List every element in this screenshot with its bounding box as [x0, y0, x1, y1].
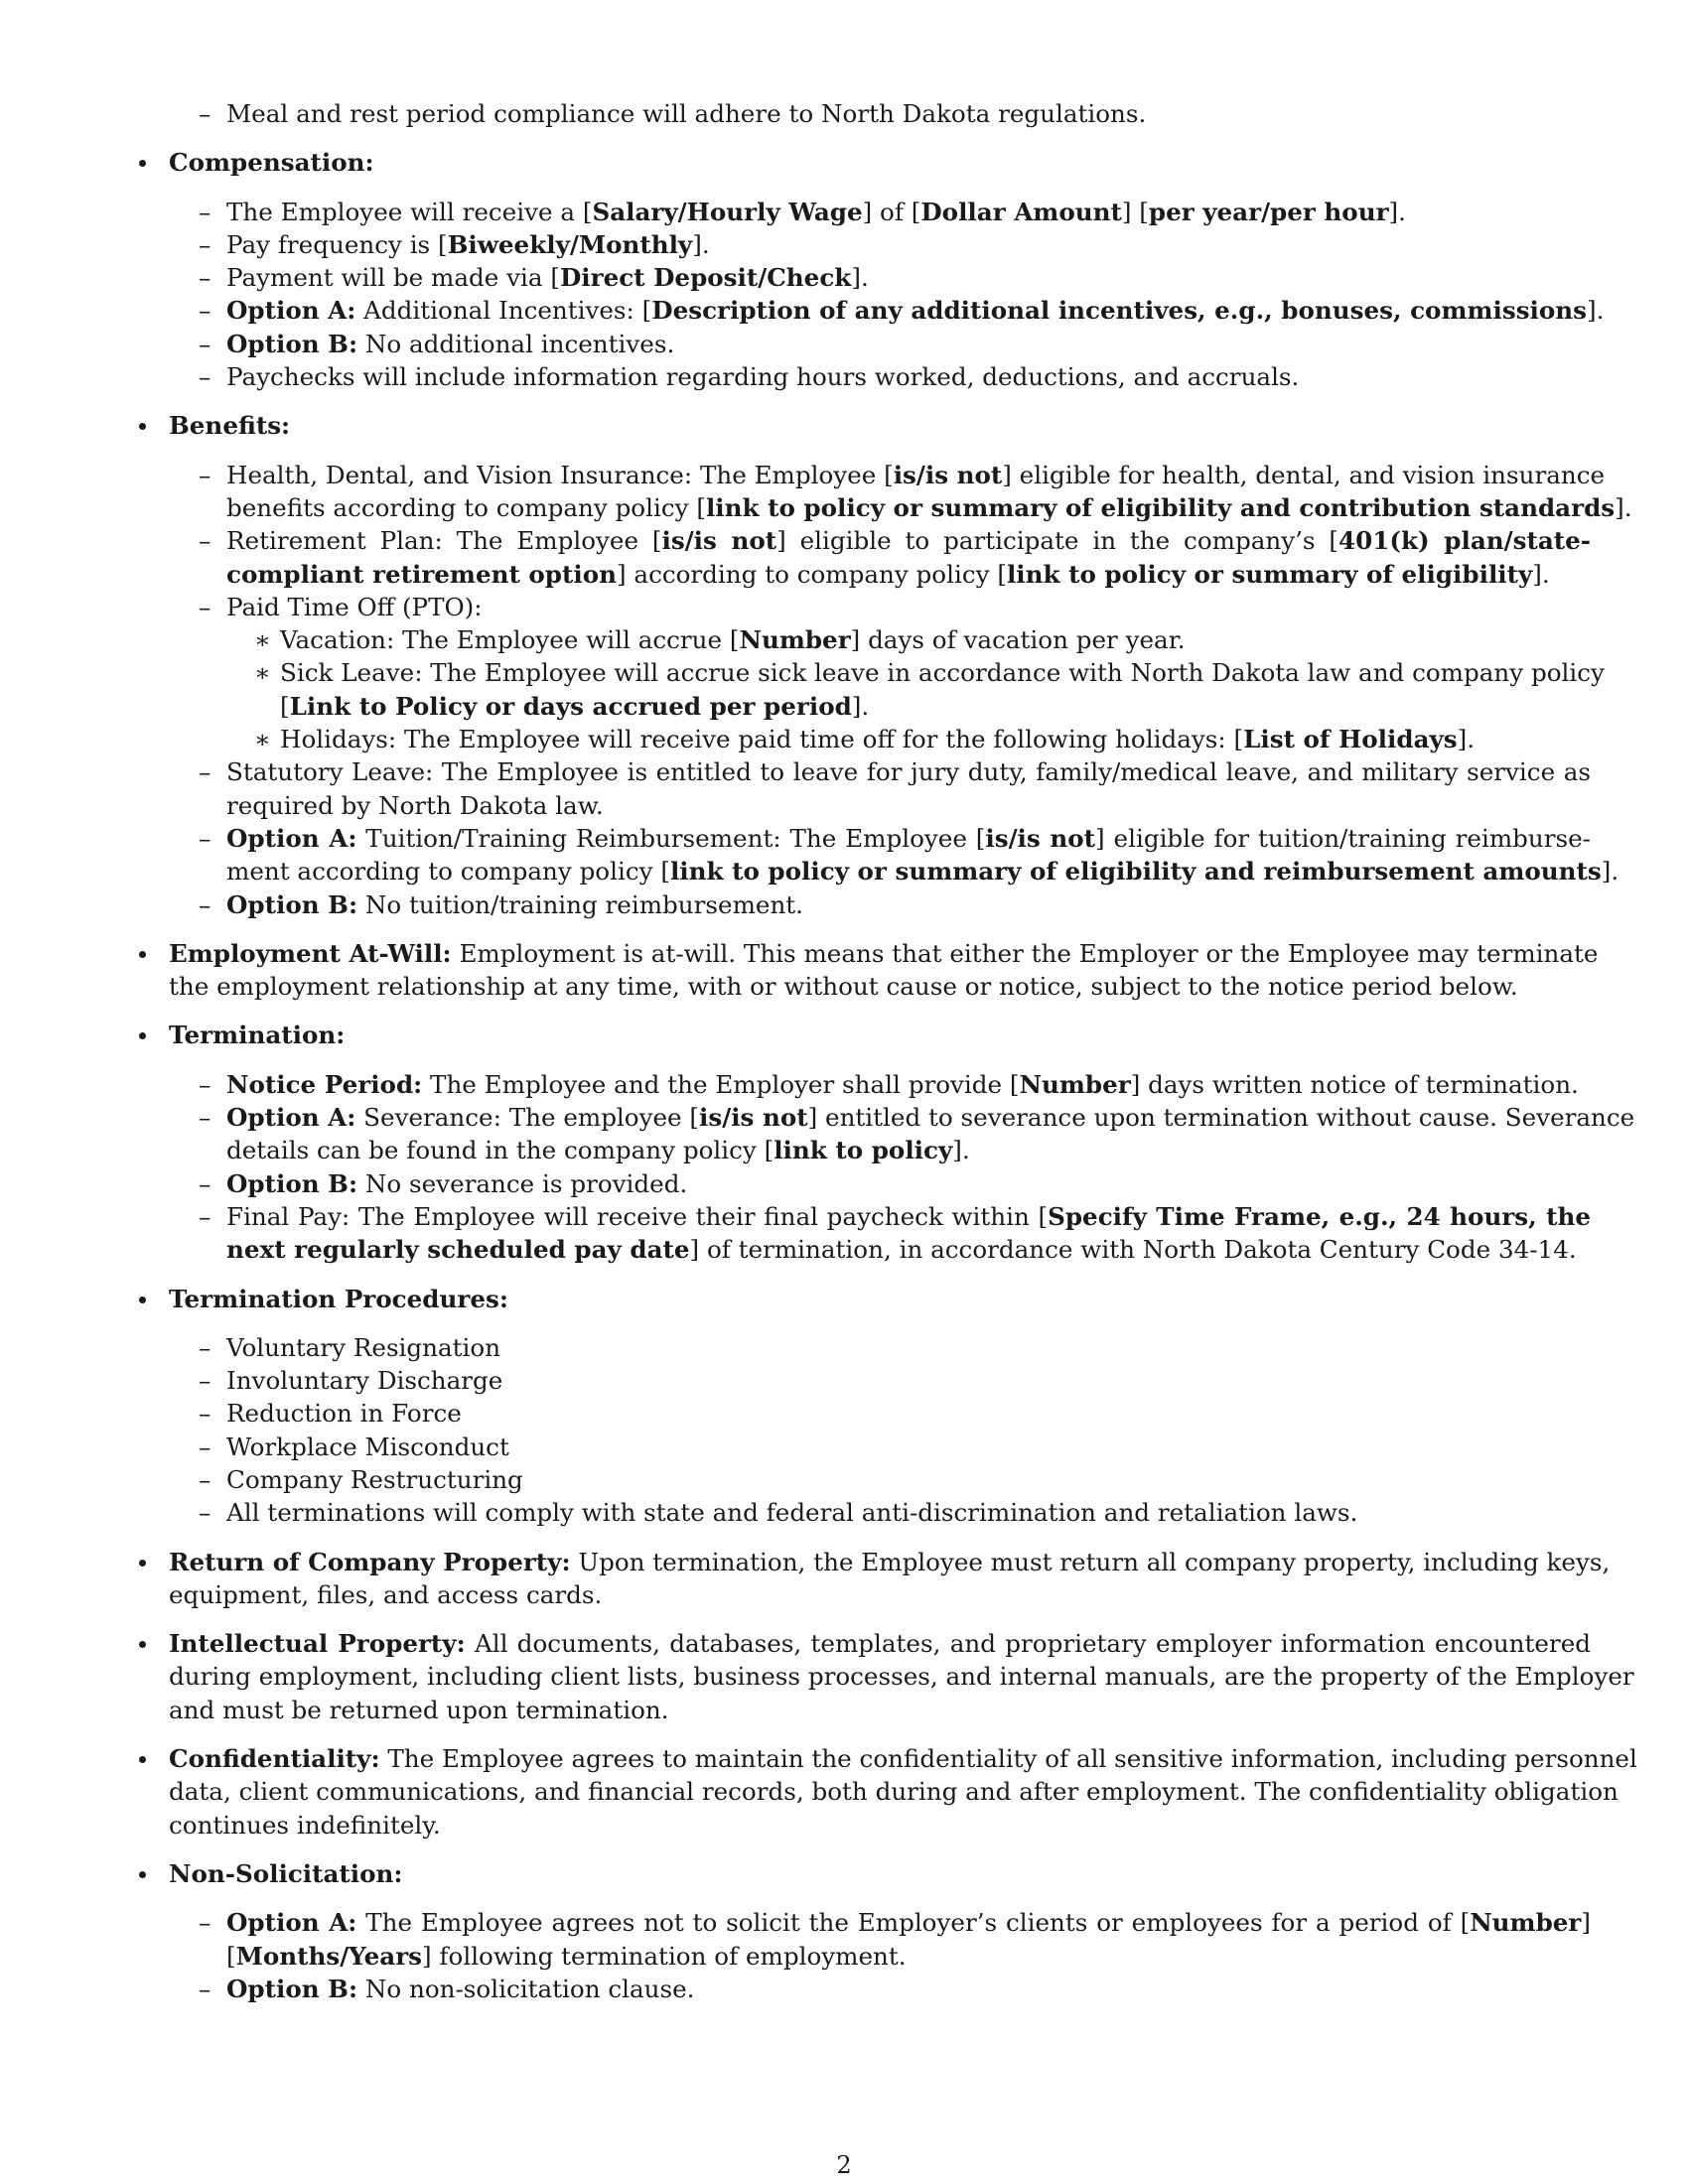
text-line-l49: [131, 1906, 1591, 1939]
text: ] eligible for health, dental, and vision insurance: [1002, 460, 1606, 489]
text-line-l35: [131, 1364, 1591, 1397]
text: and must be returned upon termination.: [169, 1695, 669, 1724]
text-line-l19: [131, 755, 1591, 788]
text-line-l03: [131, 196, 1591, 228]
bold-text: Intellectual Property:: [169, 1629, 466, 1659]
text-line-l32: [131, 1233, 1591, 1266]
text-line-l33: [131, 1283, 1591, 1315]
text-line-l48: [131, 1857, 1591, 1890]
text: Employment is at-will. This means that either the Employer or the Employee may terminate: [451, 938, 1599, 968]
text-line-l30: [131, 1167, 1591, 1200]
text-line-l42: [131, 1627, 1591, 1660]
text-line-l12: [131, 524, 1591, 557]
text-line-l11: [131, 491, 1632, 524]
text: The Employee and the Employer shall provide [: [422, 1069, 1020, 1099]
text-line-l07: [131, 328, 1591, 360]
text: required by North Dakota law.: [226, 790, 604, 820]
bold-text: Biweekly/Monthly: [447, 229, 693, 259]
text-line-l41: [131, 1578, 1591, 1611]
text: Meal and rest period compliance will adhere to North Dakota regulations.: [226, 99, 1147, 128]
text: Company Restructuring: [226, 1464, 523, 1494]
text: All documents, databases, templates, and proprietary employer information encountered: [465, 1629, 1591, 1659]
text-line-l43: [131, 1660, 1634, 1693]
text: ].: [1601, 857, 1619, 887]
bold-text: Benefits:: [169, 411, 291, 441]
bold-text: Confidentiality:: [169, 1744, 380, 1774]
text: ] days of vacation per year.: [850, 625, 1186, 655]
bold-text: next regularly scheduled pay date: [226, 1235, 690, 1265]
text-line-l05: [131, 261, 1591, 294]
bold-text: Compensation:: [169, 148, 374, 178]
text-line-l21: [131, 822, 1591, 855]
text: ].: [1615, 492, 1632, 522]
bold-text: is/is not: [661, 526, 777, 556]
text-line-l39: [131, 1496, 1591, 1529]
text-line-l01: [131, 97, 1591, 130]
bold-text: Option A:: [226, 1908, 357, 1938]
text: Payment will be made via [: [226, 263, 560, 293]
text: details can be found in the company policy [: [226, 1136, 774, 1165]
bold-text: 401(k) plan/state-: [1338, 526, 1591, 556]
bold-text: link to policy: [774, 1136, 953, 1165]
bold-text: is/is not: [985, 823, 1096, 853]
text: Final Pay: The Employee will receive their final paycheck within [: [226, 1201, 1049, 1231]
bold-text: Description of any additional incentives, e.g., bonuses, commissions: [651, 296, 1588, 326]
text-line-l20: [131, 789, 1591, 822]
text: Involuntary Discharge: [226, 1366, 503, 1396]
text: ].: [1388, 197, 1406, 226]
text-line-l29: [131, 1134, 1591, 1166]
text: No severance is provided.: [357, 1168, 688, 1198]
text-line-l13: [131, 558, 1591, 591]
text-line-l44: [131, 1694, 1591, 1726]
text: ] following termination of employment.: [422, 1941, 907, 1971]
text: ].: [1457, 725, 1476, 754]
bold-text: Termination Procedures:: [169, 1284, 508, 1313]
text-line-l46: [131, 1775, 1618, 1808]
text-line-l28: [131, 1101, 1635, 1134]
bold-text: Option B:: [226, 1168, 358, 1198]
bold-text: Direct Deposit/Check: [559, 263, 852, 293]
bold-text: Notice Period:: [226, 1069, 423, 1099]
text: Reduction in Force: [226, 1399, 462, 1429]
text-line-l40: [131, 1546, 1611, 1578]
bold-text: Number: [1470, 1908, 1582, 1938]
text-line-l06: [131, 294, 1605, 327]
text: ].: [1587, 296, 1605, 326]
bold-text: link to policy or summary of eligibility and contribution standards: [705, 492, 1616, 522]
bold-text: Months/Years: [235, 1941, 422, 1971]
text: The Employee agrees to maintain the confidentiality of all sensitive information, including personnel: [379, 1744, 1637, 1774]
bold-text: per year/per hour: [1148, 197, 1389, 226]
text: Statutory Leave: The Employee is entitled to leave for jury duty, family/medical leave, and military service as: [226, 757, 1591, 787]
text: ].: [692, 229, 710, 259]
bold-text: Option B:: [226, 1974, 358, 2003]
text: [: [280, 691, 290, 721]
text-line-l34: [131, 1331, 1591, 1364]
text-line-l17: [131, 690, 1591, 723]
text: ] of [: [862, 197, 921, 226]
text-line-l14: [131, 591, 1591, 623]
text: ] entitled to severance upon termination without cause. Severance: [807, 1103, 1635, 1133]
text: Workplace Misconduct: [226, 1432, 509, 1461]
text-line-l25: [131, 970, 1591, 1003]
bold-text: Option A:: [226, 1103, 356, 1133]
text: ].: [1532, 559, 1550, 589]
text: ] according to company policy [: [617, 559, 1007, 589]
text: Upon termination, the Employee must return all company property, including keys,: [570, 1547, 1611, 1576]
text: equipment, files, and access cards.: [169, 1579, 603, 1609]
text: continues indefinitely.: [169, 1810, 441, 1840]
bold-text: Termination:: [169, 1021, 346, 1050]
text-line-l50: [131, 1940, 1591, 1973]
text-line-l37: [131, 1431, 1591, 1463]
text: The Employee will receive a [: [226, 197, 593, 226]
text: ] [: [1121, 197, 1149, 226]
bold-text: is/is not: [893, 460, 1003, 489]
bold-text: link to policy or summary of eligibility and reimbursement amounts: [669, 857, 1602, 887]
bold-text: Number: [1019, 1069, 1131, 1099]
bold-text: List of Holidays: [1243, 725, 1458, 754]
text: Holidays: The Employee will receive paid time off for the following holidays: [: [280, 725, 1244, 754]
text-line-l15: [131, 623, 1591, 656]
text-line-l10: [131, 459, 1606, 491]
text: Vacation: The Employee will accrue [: [280, 625, 740, 655]
text: ] of termination, in accordance with North Dakota Century Code 34-14.: [689, 1235, 1577, 1265]
page-number: 2: [836, 2151, 852, 2179]
document-body: [131, 97, 1637, 2005]
bold-text: Return of Company Property:: [169, 1547, 571, 1576]
text-line-l26: [131, 1019, 1591, 1051]
text: Retirement Plan: The Employee [: [226, 526, 662, 556]
text: Voluntary Resignation: [226, 1332, 501, 1362]
text-line-l45: [131, 1742, 1637, 1775]
bold-text: Option A:: [226, 296, 356, 326]
bold-text: Option A:: [226, 823, 357, 853]
text: Tuition/Training Reimbursement: The Employee [: [356, 823, 986, 853]
text: ]: [1581, 1908, 1591, 1938]
text-line-l24: [131, 937, 1599, 970]
text: ] days written notice of termination.: [1130, 1069, 1579, 1099]
text: All terminations will comply with state and federal anti-discrimination and retaliation laws.: [226, 1498, 1358, 1528]
bold-text: Dollar Amount: [920, 197, 1122, 226]
text: Additional Incentives: [: [355, 296, 652, 326]
text: Pay frequency is [: [226, 229, 448, 259]
bold-text: Option B:: [226, 329, 358, 358]
bold-text: Specify Time Frame, e.g., 24 hours, the: [1048, 1201, 1591, 1231]
text-line-l51: [131, 1973, 1591, 2005]
bold-text: is/is not: [699, 1103, 808, 1133]
text: ] eligible for tuition/training reimburse-: [1095, 823, 1591, 853]
bold-text: Option B:: [226, 889, 358, 919]
text-line-l22: [131, 855, 1619, 887]
text: during employment, including client lists, business processes, and internal manuals, are the property of the Employer: [169, 1662, 1634, 1692]
text: ] eligible to participate in the company’s [: [776, 526, 1339, 556]
text-line-l27: [131, 1068, 1591, 1101]
text: Paychecks will include information regarding hours worked, deductions, and accruals.: [226, 362, 1300, 392]
text: [: [226, 1941, 236, 1971]
text: ment according to company policy [: [226, 857, 670, 887]
text-line-l36: [131, 1397, 1591, 1430]
text: ].: [851, 263, 869, 293]
text-line-l02: [131, 146, 1591, 179]
text-line-l38: [131, 1463, 1591, 1496]
text-line-l47: [131, 1809, 1591, 1842]
text: the employment relationship at any time, with or without cause or notice, subject to the notice period below.: [169, 972, 1518, 1002]
text: benefits according to company policy [: [226, 492, 706, 522]
bold-text: Number: [739, 625, 851, 655]
text: No tuition/training reimbursement.: [357, 889, 803, 919]
text-line-l31: [131, 1200, 1591, 1233]
bold-text: link to policy or summary of eligibility: [1006, 559, 1533, 589]
text-line-l09: [131, 409, 1591, 442]
text-line-l16: [131, 656, 1605, 689]
bold-text: Salary/Hourly Wage: [592, 197, 863, 226]
text: Paid Time Off (PTO):: [226, 592, 483, 621]
text-line-l04: [131, 228, 1591, 261]
bold-text: Non-Solicitation:: [169, 1858, 403, 1888]
text: ].: [952, 1136, 970, 1165]
text: Health, Dental, and Vision Insurance: The Employee [: [226, 460, 894, 489]
text: No non-solicitation clause.: [357, 1974, 695, 2003]
text-line-l08: [131, 360, 1591, 393]
bold-text: Link to Policy or days accrued per period: [289, 691, 852, 721]
text-line-l18: [131, 723, 1591, 755]
text: The Employee agrees not to solicit the Employer’s clients or employees for a period of [: [356, 1908, 1471, 1938]
text: ].: [851, 691, 870, 721]
text: data, client communications, and financial records, both during and after employment. The confidentiality obligation: [169, 1777, 1618, 1807]
text: Sick Leave: The Employee will accrue sick leave in accordance with North Dakota law and company policy: [280, 658, 1605, 688]
text: Severance: The employee [: [355, 1103, 700, 1133]
text-line-l23: [131, 888, 1591, 921]
bold-text: Employment At-Will:: [169, 938, 452, 968]
text: No additional incentives.: [357, 329, 675, 358]
bold-text: compliant retirement option: [226, 559, 617, 589]
